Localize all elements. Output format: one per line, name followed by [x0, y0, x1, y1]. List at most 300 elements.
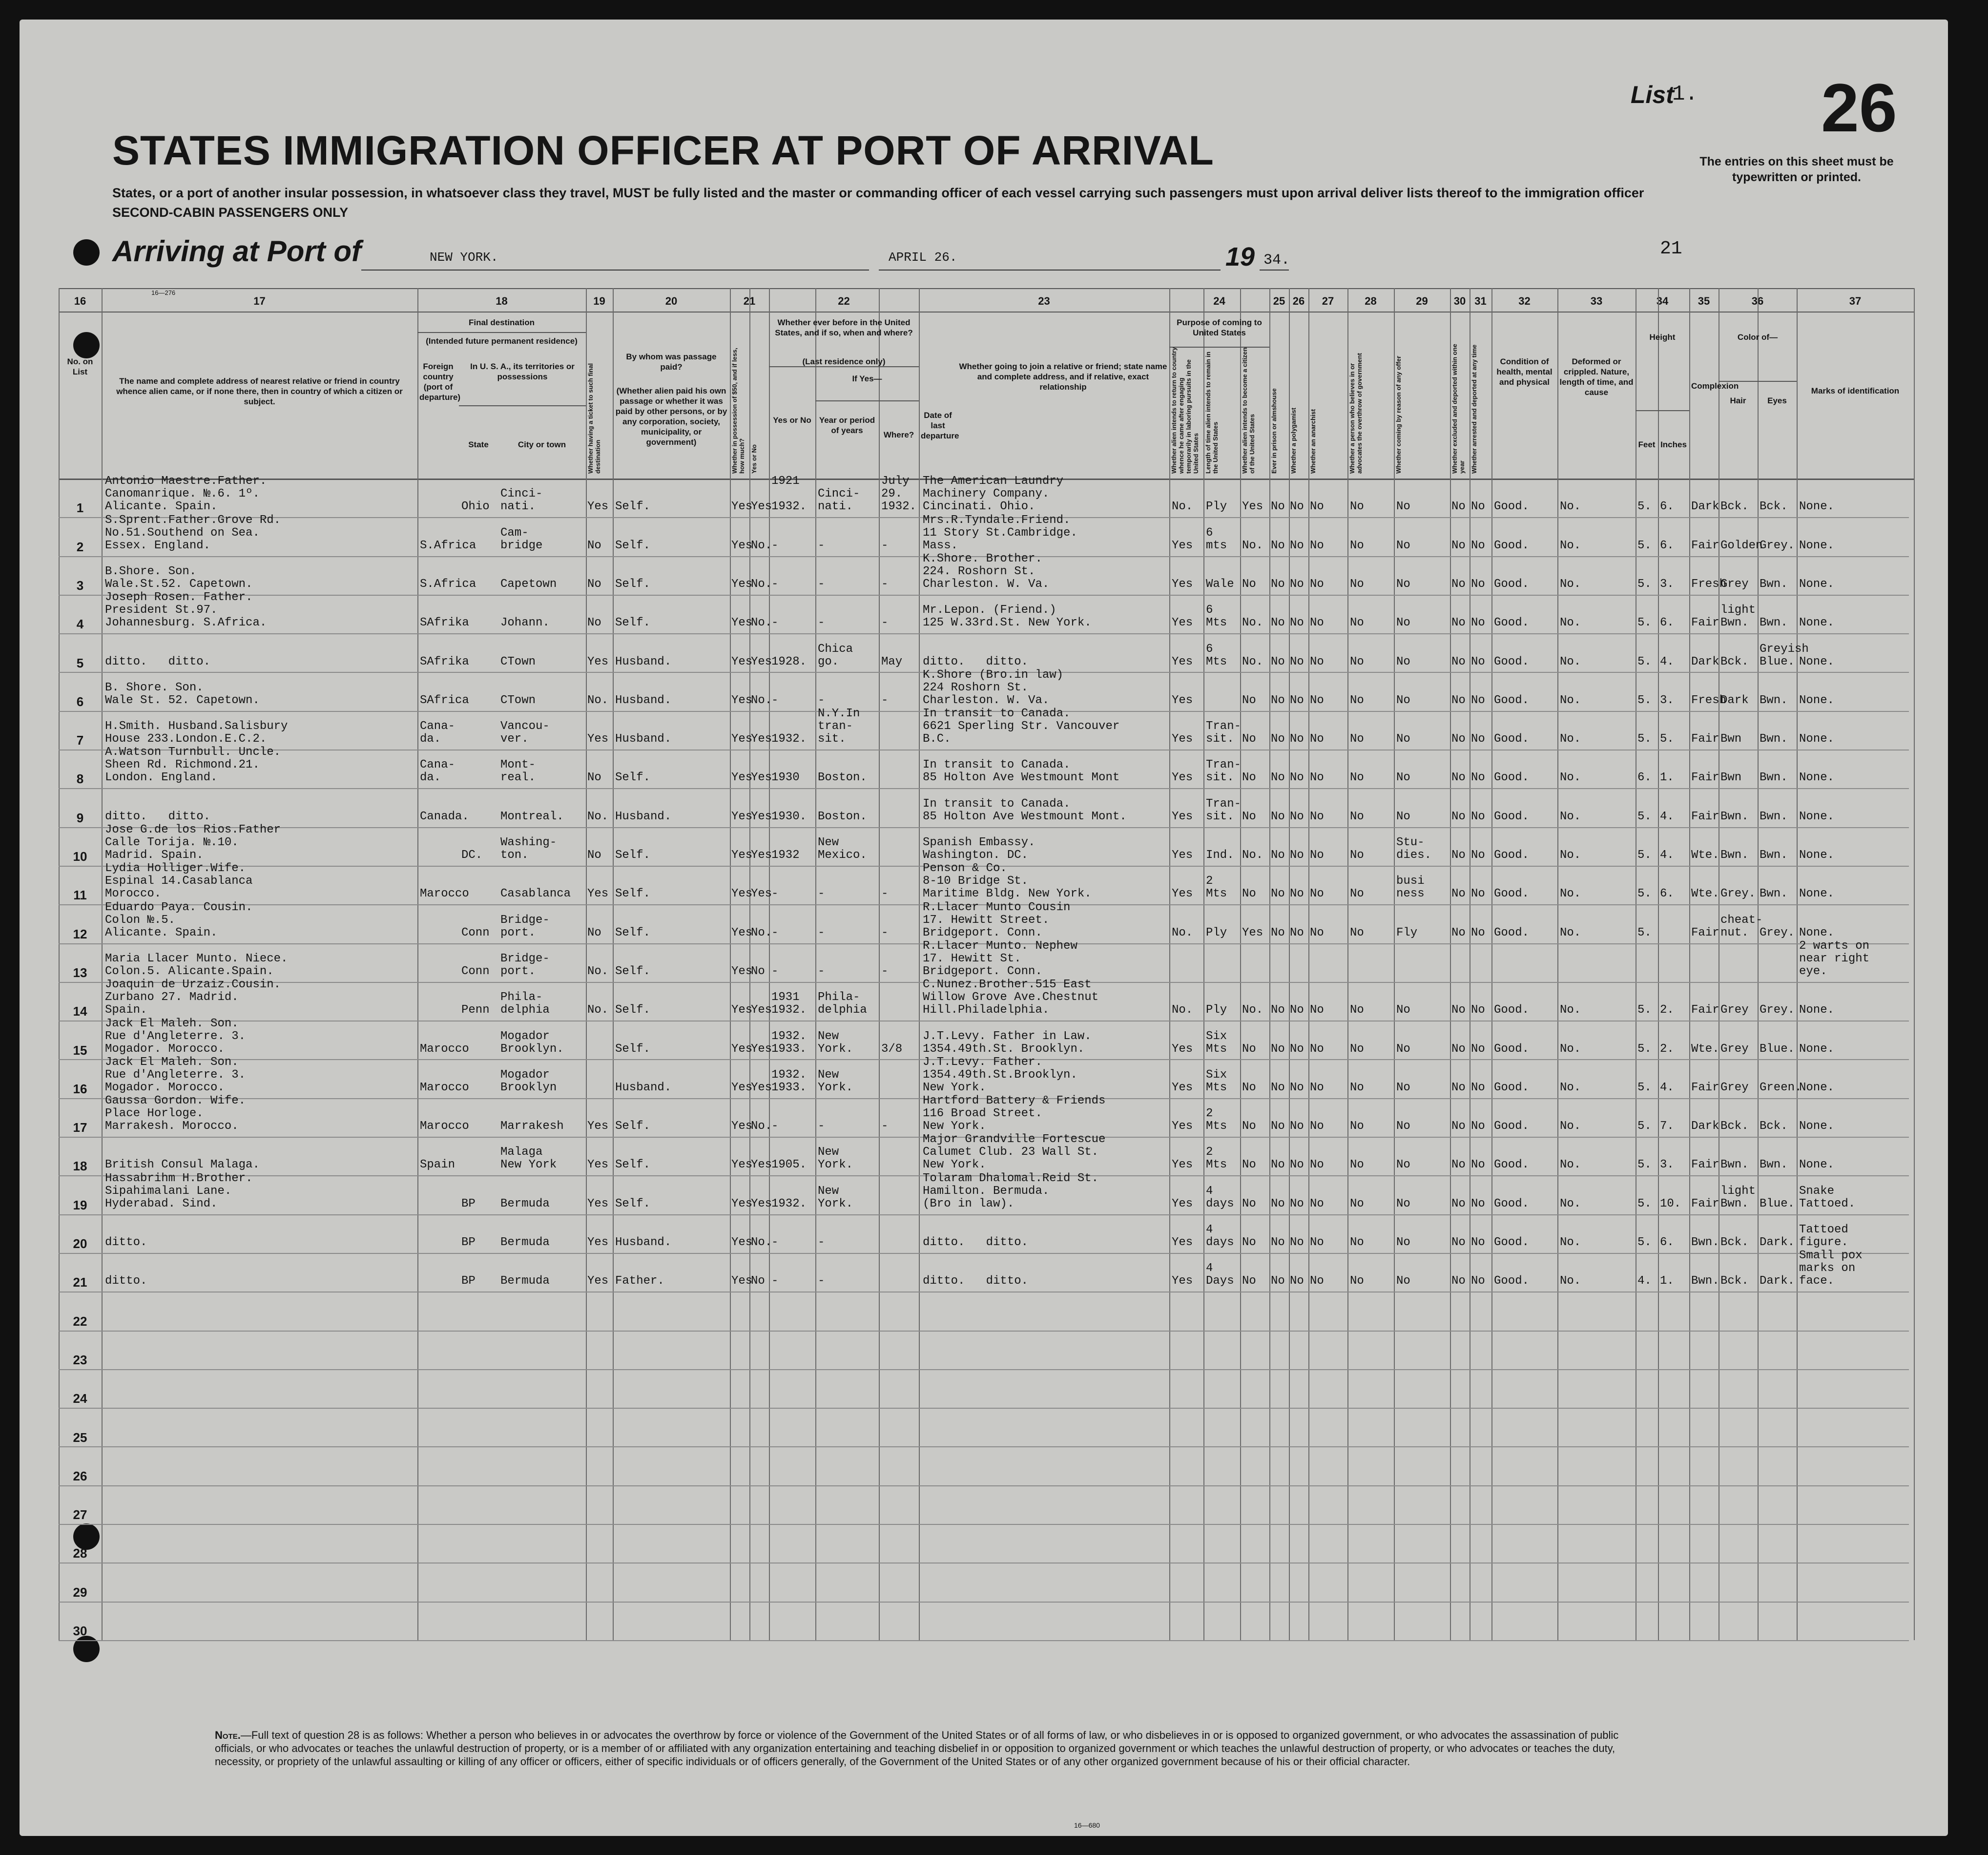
cell-c30: No: [1451, 1197, 1466, 1210]
cell-c20: Self.: [615, 1120, 651, 1133]
cell-c22c: -: [881, 926, 889, 939]
cell-c34a: 5.: [1637, 1158, 1652, 1172]
cell-c18a: Spain: [420, 1158, 456, 1172]
cell-c21b: Yes: [751, 1003, 772, 1017]
cell-c27: No: [1310, 616, 1324, 630]
table-row: [59, 1602, 1909, 1641]
cell-c22a: -: [771, 887, 779, 901]
column-number: 32: [1518, 295, 1531, 307]
cell-c33: No.: [1560, 616, 1581, 630]
row-number: 24: [73, 1391, 87, 1406]
cell-c32: Good.: [1494, 849, 1530, 862]
rotated-column-header: Whether in possession of $50, and if less, how much?: [731, 348, 746, 474]
cell-c26: No: [1290, 500, 1304, 514]
cell-c21: Yes: [731, 1003, 753, 1017]
cell-c34b: 4.: [1660, 1081, 1674, 1094]
cell-c36b: Grey.: [1760, 926, 1795, 939]
cell-c22a: 1930: [771, 771, 800, 785]
cell-c37: None.: [1799, 887, 1835, 901]
table-row: [59, 1563, 1909, 1602]
cell-c25: No: [1271, 926, 1285, 939]
rotated-column-header: Whether arrested and deported at any time: [1470, 344, 1478, 474]
cell-c18b: BP: [461, 1274, 476, 1288]
page-title: STATES IMMIGRATION OFFICER AT PORT OF ARRIVAL: [112, 127, 1214, 173]
cell-c34b: 4.: [1660, 655, 1674, 668]
cell-c34a: 5.: [1637, 577, 1652, 591]
cell-c26: No: [1290, 1197, 1304, 1210]
cell-c24a: Yes: [1172, 849, 1193, 862]
cell-c37: None.: [1799, 693, 1835, 707]
cell-c22a: -: [771, 964, 779, 978]
cell-c28: No: [1350, 1274, 1364, 1288]
cell-c22a: -: [771, 539, 779, 552]
corner-mark: 16—276: [151, 289, 176, 296]
cell-c21b: Yes: [751, 732, 772, 746]
cell-c37: None.: [1799, 771, 1835, 785]
cell-c33: No.: [1560, 810, 1581, 823]
cell-c25: No: [1271, 1274, 1285, 1288]
cell-c35: Fair: [1691, 1003, 1719, 1017]
arrival-date: APRIL 26.: [889, 250, 957, 265]
cell-c22b: -: [818, 964, 825, 978]
cell-c21: Yes: [731, 810, 753, 823]
cell-c18c: Vancou- ver.: [500, 720, 550, 746]
cell-c32: Good.: [1494, 655, 1530, 668]
cell-c31: No: [1471, 655, 1485, 668]
cell-c23: R.Llacer Munto. Nephew 17. Hewitt St. Bridgeport. Conn.: [923, 939, 1077, 978]
cell-c36a: Bck.: [1720, 1236, 1749, 1249]
cell-c35: Fair: [1691, 926, 1719, 939]
cell-c21: Yes: [731, 539, 753, 552]
cell-c20: Husband.: [615, 693, 672, 707]
cell-c18a: Marocco: [420, 1081, 469, 1094]
cell-c22c: May: [881, 655, 903, 668]
cell-c19: Yes: [587, 887, 609, 901]
cell-c23: The American Laundry Machinery Company. Cincinati. Ohio.: [923, 475, 1064, 514]
cell-c26: No: [1290, 771, 1304, 785]
column-header: In U. S. A., its territories or possessions: [470, 362, 575, 381]
cell-c32: Good.: [1494, 1158, 1530, 1172]
column-header: The name and complete address of nearest relative or friend in country whence alien came, or if none there, then in country of which a citizen or subject.: [116, 376, 403, 406]
column-header: Yes or No: [773, 416, 811, 425]
cell-c22c: -: [881, 577, 889, 591]
cell-c26: No: [1290, 539, 1304, 552]
header-sub-rule: [815, 400, 919, 401]
column-header: Final destination: [468, 318, 535, 327]
cell-c30: No: [1451, 1236, 1466, 1249]
cell-c30: No: [1451, 1158, 1466, 1172]
cell-c22b: -: [818, 539, 825, 552]
column-number: 35: [1698, 295, 1710, 307]
cell-c30: No: [1451, 693, 1466, 707]
cell-c36b: Bwn.: [1760, 771, 1788, 785]
cell-c29: No: [1396, 1042, 1410, 1056]
cell-c24a: Yes: [1172, 693, 1193, 707]
cell-c24b: 4 days: [1206, 1223, 1234, 1249]
cell-c22b: Boston.: [818, 810, 867, 823]
rotated-column-header: Whether a person who believes in or advocates the overthrow of government: [1348, 353, 1363, 474]
cell-c19: No.: [587, 964, 609, 978]
cell-c33: No.: [1560, 539, 1581, 552]
cell-c24b: 2 Mts: [1206, 1107, 1227, 1133]
cell-c24c: No: [1242, 1197, 1256, 1210]
cell-c26: No: [1290, 1003, 1304, 1017]
cell-c37: 2 warts on near right eye.: [1799, 939, 1870, 978]
cell-c19: Yes: [587, 1236, 609, 1249]
rotated-column-header: Whether coming by reason of any offer: [1395, 355, 1402, 474]
cell-c17: Hassabrihm H.Brother. Sipahimalani Lane. Hyderabad. Sind.: [105, 1171, 253, 1210]
cell-c37: None.: [1799, 577, 1835, 591]
cell-c27: No: [1310, 1042, 1324, 1056]
cell-c24c: No: [1242, 1081, 1256, 1094]
cell-c22b: -: [818, 1236, 825, 1249]
cell-c18c: Washing- ton.: [500, 836, 557, 862]
cell-c21b: Yes: [751, 655, 772, 668]
cell-c24b: 6 Mts: [1206, 642, 1227, 668]
cell-c17: Gaussa Gordon. Wife. Place Horloge. Marrakesh. Morocco.: [105, 1094, 246, 1133]
row-number: 30: [73, 1624, 87, 1638]
cell-c24a: Yes: [1172, 732, 1193, 746]
cell-c31: No: [1471, 693, 1485, 707]
cell-c19: No.: [587, 1003, 609, 1017]
cell-c37: None.: [1799, 1120, 1835, 1133]
cell-c18a: S.Africa: [420, 539, 476, 552]
cell-c24b: Six Mts: [1206, 1029, 1227, 1056]
cell-c25: No: [1271, 732, 1285, 746]
cell-c17: Jose G.de los Rios.Father Calle Torija. №.10. Madrid. Spain.: [105, 823, 281, 862]
cell-c26: No: [1290, 577, 1304, 591]
cell-c28: No: [1350, 693, 1364, 707]
column-number: 29: [1416, 295, 1428, 307]
cell-c34b: 10.: [1660, 1197, 1681, 1210]
column-number: 33: [1590, 295, 1603, 307]
cell-c34b: 4.: [1660, 810, 1674, 823]
cell-c21b: Yes: [751, 887, 772, 901]
cell-c37: None.: [1799, 810, 1835, 823]
cell-c22a: 1921 1932.: [771, 475, 807, 514]
cell-c35: Fair: [1691, 1197, 1719, 1210]
cell-c30: No: [1451, 616, 1466, 630]
cell-c18c: Phila- delphia: [500, 991, 550, 1017]
typewritten-note: The entries on this sheet must be typewritten or printed.: [1699, 155, 1894, 184]
cell-c23: J.T.Levy. Father in Law. 1354.49th.St. Brooklyn.: [923, 1029, 1092, 1056]
cell-c18b: Conn: [461, 926, 490, 939]
cell-c21b: No.: [751, 926, 772, 939]
cell-c18a: Cana- da.: [420, 758, 456, 785]
cell-c34b: 6.: [1660, 1236, 1674, 1249]
cell-c27: No: [1310, 810, 1324, 823]
cell-c26: No: [1290, 1042, 1304, 1056]
cell-c24a: Yes: [1172, 655, 1193, 668]
cell-c31: No: [1471, 539, 1485, 552]
cell-c29: No: [1396, 732, 1410, 746]
cell-c27: No: [1310, 539, 1324, 552]
cell-c29: No: [1396, 693, 1410, 707]
cell-c22b: -: [818, 693, 825, 707]
cell-c23: In transit to Canada. 85 Holton Ave Westmount Mont.: [923, 797, 1127, 823]
header-sub-rule: [417, 332, 586, 333]
cell-c34a: 5.: [1637, 1120, 1652, 1133]
cell-c22c: -: [881, 1120, 889, 1133]
header-sub-rule: [1169, 347, 1269, 348]
cell-c31: No: [1471, 810, 1485, 823]
cell-c33: No.: [1560, 887, 1581, 901]
column-number: 26: [1292, 295, 1305, 307]
row-number: 25: [73, 1430, 87, 1445]
cell-c18b: Conn: [461, 964, 490, 978]
cell-c28: No: [1350, 732, 1364, 746]
row-number: 4: [76, 617, 84, 632]
cell-c23: C.Nunez.Brother.515 East Willow Grove Ave.Chestnut Hill.Philadelphia.: [923, 978, 1099, 1017]
rotated-column-header: Whether having a ticket to such final destination: [587, 363, 601, 474]
cell-c36a: Grey: [1720, 577, 1749, 591]
cell-c36b: Blue.: [1760, 1197, 1795, 1210]
cell-c24c: No.: [1242, 616, 1263, 630]
cell-c23: Mrs.R.Tyndale.Friend. 11 Story St.Cambridge. Mass.: [923, 513, 1077, 552]
cell-c18c: CTown: [500, 655, 536, 668]
row-number: 1: [76, 500, 84, 516]
cell-c21b: Yes: [751, 1158, 772, 1172]
cell-c28: No: [1350, 655, 1364, 668]
cell-c34a: 5.: [1637, 539, 1652, 552]
row-number: 14: [73, 1004, 87, 1019]
cell-c22b: Boston.: [818, 771, 867, 785]
column-number: 25: [1273, 295, 1285, 307]
cell-c37: Small pox marks on face.: [1799, 1249, 1863, 1288]
footnote: [215, 1729, 1631, 1768]
cell-c26: No: [1290, 732, 1304, 746]
cell-c18c: Bridge- port.: [500, 913, 550, 939]
cell-c17: B. Shore. Son. Wale St. 52. Capetown.: [105, 681, 260, 707]
cell-c36b: Bwn.: [1760, 810, 1788, 823]
cell-c20: Husband.: [615, 732, 672, 746]
cell-c22b: New York.: [818, 1146, 853, 1172]
column-header: Whether ever before in the United States, and if so, when and where?: [775, 318, 913, 337]
cell-c18a: Marocco: [420, 1042, 469, 1056]
cell-c29: busi ness: [1396, 875, 1425, 901]
cell-c27: No: [1310, 655, 1324, 668]
column-header: Eyes: [1767, 396, 1787, 405]
cell-c21b: Yes: [751, 500, 772, 514]
cell-c24a: Yes: [1172, 1197, 1193, 1210]
cell-c19: No: [587, 616, 601, 630]
cell-c32: Good.: [1494, 1236, 1530, 1249]
cell-c28: No: [1350, 577, 1364, 591]
arrival-number: 21: [1660, 238, 1682, 259]
cell-c34b: 6.: [1660, 616, 1674, 630]
cell-c24b: Ind.: [1206, 849, 1234, 862]
cell-c19: Yes: [587, 732, 609, 746]
cell-c23: In transit to Canada. 85 Holton Ave Westmount Mont: [923, 758, 1120, 785]
cell-c29: No: [1396, 1081, 1410, 1094]
cell-c17: B.Shore. Son. Wale.St.52. Capetown.: [105, 564, 253, 591]
cell-c20: Father.: [615, 1274, 664, 1288]
cell-c28: No: [1350, 1003, 1364, 1017]
cell-c22c: -: [881, 616, 889, 630]
cell-c36b: Bwn.: [1760, 693, 1788, 707]
cell-c23: Spanish Embassy. Washington. DC.: [923, 836, 1035, 862]
cell-c27: No: [1310, 732, 1324, 746]
cell-c33: No.: [1560, 849, 1581, 862]
cell-c22a: 1931 1932.: [771, 991, 807, 1017]
cell-c36b: Dark.: [1760, 1236, 1795, 1249]
cell-c23: K.Shore. Brother. 224. Roshorn St. Charleston. W. Va.: [923, 552, 1050, 591]
cell-c31: No: [1471, 771, 1485, 785]
cell-c24a: Yes: [1172, 1081, 1193, 1094]
cell-c27: No: [1310, 1081, 1324, 1094]
cell-c34a: 5.: [1637, 1081, 1652, 1094]
cell-c21: Yes: [731, 887, 753, 901]
cell-c29: Stu- dies.: [1396, 836, 1432, 862]
cell-c33: No.: [1560, 1120, 1581, 1133]
cell-c28: No: [1350, 810, 1364, 823]
cell-c24a: Yes: [1172, 810, 1193, 823]
cell-c22b: -: [818, 1274, 825, 1288]
cell-c36b: Grey.: [1760, 1003, 1795, 1017]
cell-c18b: DC.: [461, 849, 483, 862]
rotated-column-header: Whether a polygamist: [1290, 407, 1297, 474]
cell-c36a: Bck.: [1720, 500, 1749, 514]
cell-c22b: -: [818, 926, 825, 939]
cell-c24a: No.: [1172, 1003, 1193, 1017]
cell-c30: No: [1451, 732, 1466, 746]
column-number: 28: [1365, 295, 1377, 307]
cell-c35: Fair: [1691, 810, 1719, 823]
column-number: 37: [1849, 295, 1862, 307]
cell-c17: Maria Llacer Munto. Niece. Colon.5. Alicante.Spain.: [105, 952, 288, 978]
cell-c22a: 1932.: [771, 1197, 807, 1210]
row-number: 8: [76, 771, 84, 787]
cell-c26: No: [1290, 849, 1304, 862]
cell-c21: Yes: [731, 616, 753, 630]
cell-c23: ditto. ditto.: [923, 1274, 1029, 1288]
cell-c34a: 5.: [1637, 926, 1652, 939]
cell-c20: Self.: [615, 1158, 651, 1172]
cell-c24a: No.: [1172, 926, 1193, 939]
cell-c22a: 1932: [771, 849, 800, 862]
cell-c18c: Malaga New York: [500, 1146, 557, 1172]
column-rule: [1914, 288, 1915, 1640]
cell-c24a: No.: [1172, 500, 1193, 514]
cell-c26: No: [1290, 1120, 1304, 1133]
cell-c24b: Six Mts: [1206, 1068, 1227, 1094]
cell-c18c: Bermuda: [500, 1197, 550, 1210]
column-number: 17: [253, 295, 266, 307]
cell-c32: Good.: [1494, 500, 1530, 514]
cell-c37: None.: [1799, 1081, 1835, 1094]
cell-c31: No: [1471, 577, 1485, 591]
cell-c36b: Greyish Blue.: [1760, 642, 1809, 668]
column-header: Where?: [883, 430, 914, 439]
cell-c36a: Bwn.: [1720, 810, 1749, 823]
underline: [1260, 270, 1289, 271]
cell-c20: Self.: [615, 887, 651, 901]
cell-c27: No: [1310, 500, 1324, 514]
cell-c18c: Marrakesh: [500, 1120, 564, 1133]
rotated-column-header: Yes or No: [750, 444, 758, 474]
cell-c26: No: [1290, 616, 1304, 630]
cell-c33: No.: [1560, 1042, 1581, 1056]
cell-c21: Yes: [731, 577, 753, 591]
row-number: 27: [73, 1507, 87, 1522]
cell-c21b: No.: [751, 1120, 772, 1133]
table-row: [59, 1408, 1909, 1447]
cell-c21: Yes: [731, 655, 753, 668]
cell-c37: None.: [1799, 732, 1835, 746]
cell-c36b: Bwn.: [1760, 1158, 1788, 1172]
cell-c22a: 1930.: [771, 810, 807, 823]
cell-c36a: Bck.: [1720, 1120, 1749, 1133]
cell-c24a: Yes: [1172, 1042, 1193, 1056]
cell-c19: Yes: [587, 1274, 609, 1288]
cell-c24c: Yes: [1242, 500, 1263, 514]
cell-c24b: Ply: [1206, 1003, 1227, 1017]
cell-c30: No: [1451, 849, 1466, 862]
cell-c18a: S.Africa: [420, 577, 476, 591]
cell-c34b: 1.: [1660, 1274, 1674, 1288]
cell-c37: None.: [1799, 1003, 1835, 1017]
row-number: 28: [73, 1546, 87, 1561]
column-header: If Yes—: [852, 374, 882, 383]
rotated-column-header: Ever in prison or almshouse: [1270, 388, 1278, 474]
cell-c22a: -: [771, 577, 779, 591]
cell-c22b: New York.: [818, 1068, 853, 1094]
column-header: Marks of identification: [1811, 386, 1900, 396]
cell-c17: Joseph Rosen. Father. President St.97. Johannesburg. S.Africa.: [105, 591, 267, 630]
cell-c24c: No.: [1242, 655, 1263, 668]
cell-c17: Jack El Maleh. Son. Rue d'Angleterre. 3. Mogador. Morocco.: [105, 1017, 246, 1056]
cell-c35: Bwn.: [1691, 1236, 1719, 1249]
row-number: 7: [76, 733, 84, 748]
row-number: 18: [73, 1159, 87, 1174]
cell-c23: K.Shore (Bro.in law) 224 Roshorn St. Charleston. W. Va.: [923, 668, 1064, 707]
cell-c34b: 4.: [1660, 849, 1674, 862]
cell-c22b: -: [818, 577, 825, 591]
binding-hole: [73, 239, 100, 266]
cell-c24b: Tran- sit.: [1206, 720, 1242, 746]
cell-c23: Tolaram Dhalomal.Reid St. Hamilton. Bermuda. (Bro in law).: [923, 1171, 1099, 1210]
table-row: [59, 1524, 1909, 1563]
row-number: 17: [73, 1120, 87, 1135]
column-header: Foreign country (port of departure): [419, 362, 461, 402]
cell-c34a: 5.: [1637, 849, 1652, 862]
cell-c30: No: [1451, 539, 1466, 552]
cell-c22b: New Mexico.: [818, 836, 867, 862]
cell-c28: No: [1350, 849, 1364, 862]
row-number: 22: [73, 1313, 87, 1329]
cell-c29: No: [1396, 577, 1410, 591]
cell-c34a: 5.: [1637, 1003, 1652, 1017]
cell-c17: A.Watson Turnbull. Uncle. Sheen Rd. Richmond.21. London. England.: [105, 746, 281, 785]
column-number: 34: [1656, 295, 1669, 307]
cell-c31: No: [1471, 1197, 1485, 1210]
column-number: 22: [838, 295, 850, 307]
cell-c29: No: [1396, 1197, 1410, 1210]
cell-c20: Self.: [615, 539, 651, 552]
cell-c34a: 5.: [1637, 732, 1652, 746]
cell-c29: No: [1396, 1158, 1410, 1172]
column-header: Color of—: [1737, 333, 1778, 342]
header-sub-rule: [1636, 410, 1689, 411]
column-number: 21: [743, 295, 756, 307]
cell-c32: Good.: [1494, 616, 1530, 630]
cell-c25: No: [1271, 1042, 1285, 1056]
cell-c17: Joaquin de Urzaiz.Cousin. Zurbano 27. Madrid. Spain.: [105, 978, 281, 1017]
cell-c37: None.: [1799, 500, 1835, 514]
row-number: 6: [76, 694, 84, 709]
cell-c36b: Bwn.: [1760, 887, 1788, 901]
cell-c37: None.: [1799, 1042, 1835, 1056]
